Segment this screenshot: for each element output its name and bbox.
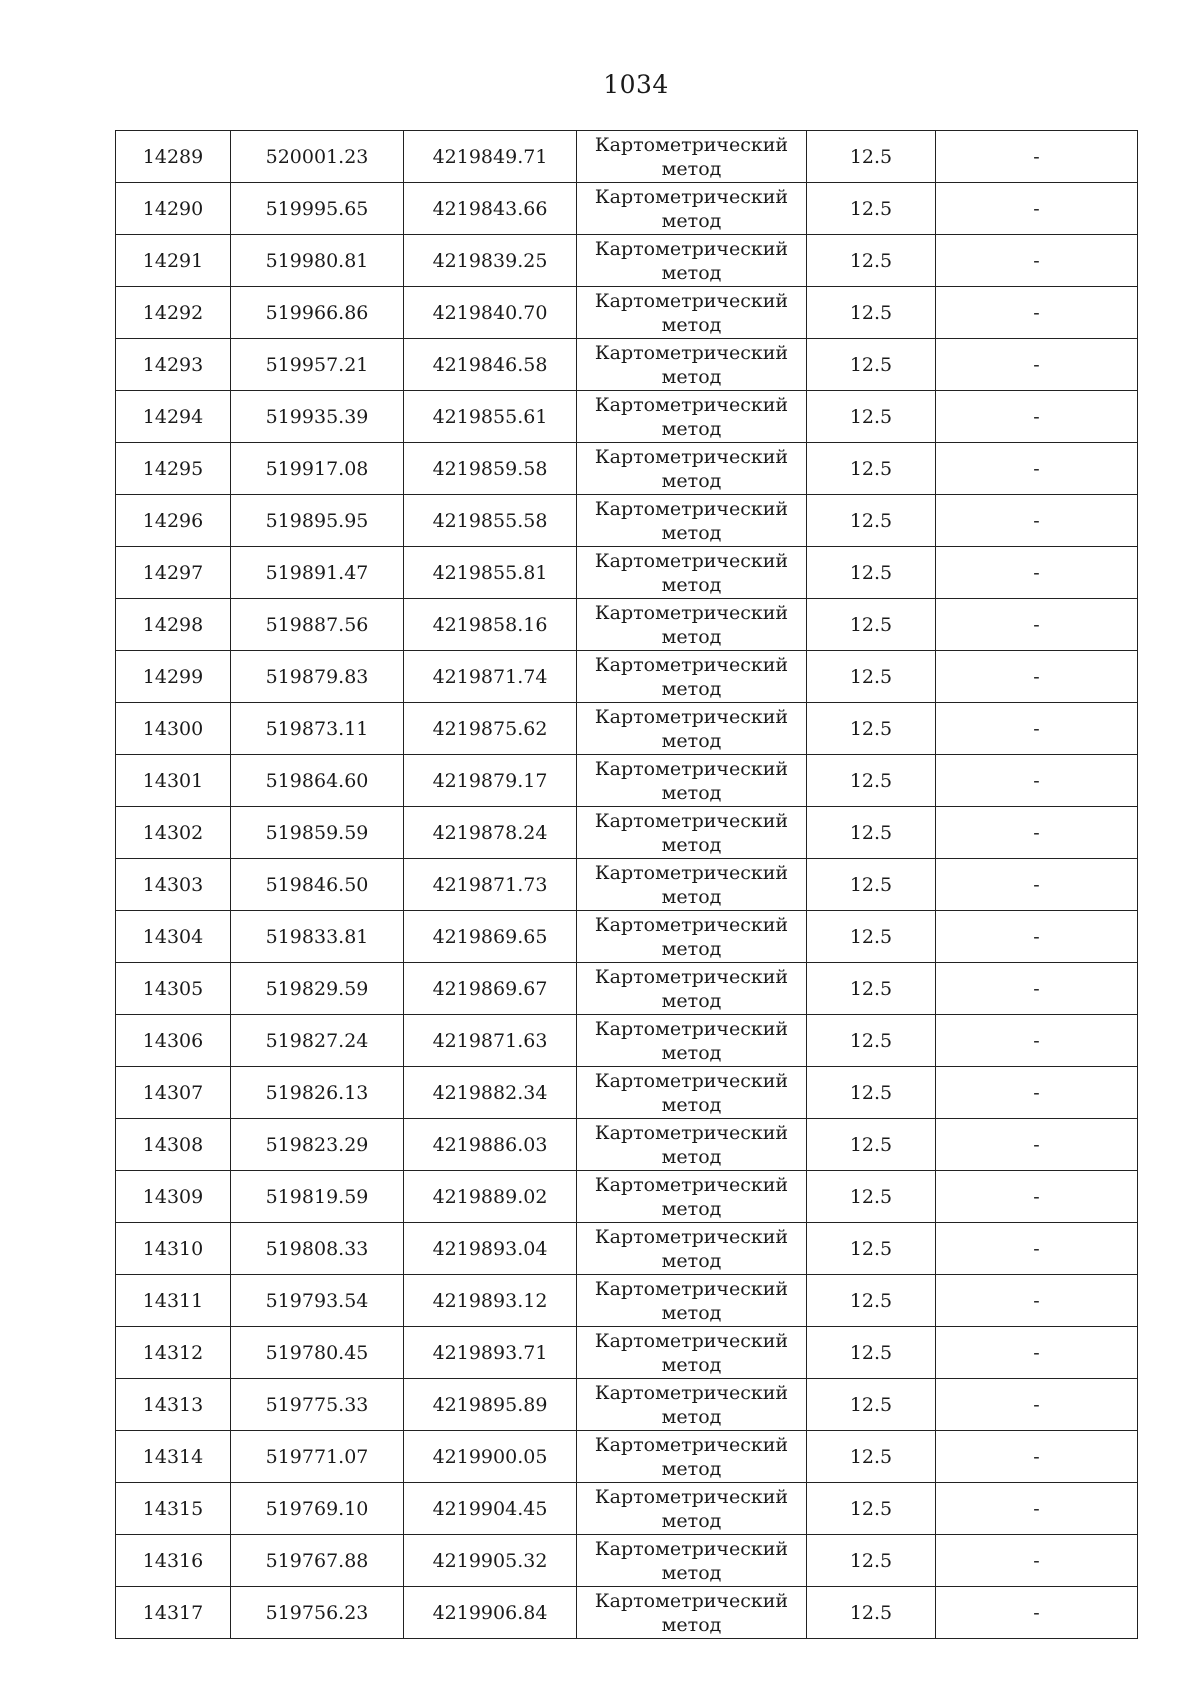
method-line-2: метод [661, 1405, 722, 1428]
point-number-cell: 14314 [116, 1431, 231, 1483]
point-number-cell: 14304 [116, 911, 231, 963]
point-number-cell: 14309 [116, 1171, 231, 1223]
description-cell: - [936, 131, 1138, 183]
y-coordinate-cell: 4219855.81 [404, 547, 577, 599]
x-coordinate-cell: 519808.33 [231, 1223, 404, 1275]
method-line-1: Картометрический [594, 289, 789, 312]
description-cell: - [936, 651, 1138, 703]
method-line-1: Картометрический [594, 133, 789, 156]
accuracy-cell: 12.5 [807, 1587, 936, 1639]
method-cell [577, 1379, 807, 1431]
x-coordinate-cell: 519767.88 [231, 1535, 404, 1587]
y-coordinate-cell: 4219859.58 [404, 443, 577, 495]
method-line-2: метод [661, 1249, 722, 1272]
point-number-cell: 14312 [116, 1327, 231, 1379]
accuracy-cell: 12.5 [807, 443, 936, 495]
method-line-1: Картометрический [594, 1277, 789, 1300]
y-coordinate-cell: 4219869.65 [404, 911, 577, 963]
description-cell: - [936, 443, 1138, 495]
x-coordinate-cell: 519827.24 [231, 1015, 404, 1067]
method-line-1: Картометрический [594, 445, 789, 468]
table-row [116, 599, 1138, 651]
x-coordinate-cell: 519895.95 [231, 495, 404, 547]
method-cell [577, 755, 807, 807]
y-coordinate-cell: 4219871.73 [404, 859, 577, 911]
x-coordinate-cell: 519846.50 [231, 859, 404, 911]
method-cell [577, 287, 807, 339]
point-number-cell: 14300 [116, 703, 231, 755]
accuracy-cell: 12.5 [807, 599, 936, 651]
x-coordinate-cell: 520001.23 [231, 131, 404, 183]
accuracy-cell: 12.5 [807, 1327, 936, 1379]
x-coordinate-cell: 519887.56 [231, 599, 404, 651]
x-coordinate-cell: 519826.13 [231, 1067, 404, 1119]
point-number-cell: 14290 [116, 183, 231, 235]
accuracy-cell: 12.5 [807, 235, 936, 287]
y-coordinate-cell: 4219900.05 [404, 1431, 577, 1483]
description-cell: - [936, 755, 1138, 807]
coordinates-table [115, 130, 1138, 1639]
method-cell [577, 495, 807, 547]
accuracy-cell: 12.5 [807, 495, 936, 547]
point-number-cell: 14315 [116, 1483, 231, 1535]
method-line-1: Картометрический [594, 1589, 789, 1612]
method-line-2: метод [661, 1509, 722, 1532]
method-line-1: Картометрический [594, 1173, 789, 1196]
accuracy-cell: 12.5 [807, 1379, 936, 1431]
method-cell [577, 1327, 807, 1379]
x-coordinate-cell: 519780.45 [231, 1327, 404, 1379]
table-row [116, 287, 1138, 339]
description-cell: - [936, 495, 1138, 547]
accuracy-cell: 12.5 [807, 287, 936, 339]
method-line-1: Картометрический [594, 757, 789, 780]
description-cell: - [936, 1379, 1138, 1431]
method-cell [577, 1119, 807, 1171]
method-line-1: Картометрический [594, 705, 789, 728]
table-row [116, 547, 1138, 599]
x-coordinate-cell: 519935.39 [231, 391, 404, 443]
method-line-2: метод [661, 1301, 722, 1324]
point-number-cell: 14311 [116, 1275, 231, 1327]
description-cell: - [936, 339, 1138, 391]
description-cell: - [936, 703, 1138, 755]
description-cell: - [936, 1119, 1138, 1171]
x-coordinate-cell: 519819.59 [231, 1171, 404, 1223]
method-line-1: Картометрический [594, 1329, 789, 1352]
table-row [116, 1119, 1138, 1171]
x-coordinate-cell: 519771.07 [231, 1431, 404, 1483]
description-cell: - [936, 963, 1138, 1015]
method-cell [577, 1535, 807, 1587]
point-number-cell: 14291 [116, 235, 231, 287]
accuracy-cell: 12.5 [807, 1535, 936, 1587]
description-cell: - [936, 287, 1138, 339]
method-cell [577, 1431, 807, 1483]
method-cell [577, 443, 807, 495]
description-cell: - [936, 1275, 1138, 1327]
method-line-1: Картометрический [594, 1537, 789, 1560]
point-number-cell: 14292 [116, 287, 231, 339]
x-coordinate-cell: 519775.33 [231, 1379, 404, 1431]
y-coordinate-cell: 4219858.16 [404, 599, 577, 651]
table-row [116, 1379, 1138, 1431]
x-coordinate-cell: 519995.65 [231, 183, 404, 235]
y-coordinate-cell: 4219906.84 [404, 1587, 577, 1639]
table-row [116, 235, 1138, 287]
y-coordinate-cell: 4219893.71 [404, 1327, 577, 1379]
table-row [116, 183, 1138, 235]
x-coordinate-cell: 519917.08 [231, 443, 404, 495]
method-line-1: Картометрический [594, 393, 789, 416]
table-row [116, 859, 1138, 911]
method-line-2: метод [661, 1197, 722, 1220]
x-coordinate-cell: 519957.21 [231, 339, 404, 391]
method-cell [577, 703, 807, 755]
y-coordinate-cell: 4219893.12 [404, 1275, 577, 1327]
method-cell [577, 235, 807, 287]
method-line-1: Картометрический [594, 1381, 789, 1404]
method-line-1: Картометрический [594, 913, 789, 936]
method-cell [577, 547, 807, 599]
method-line-1: Картометрический [594, 653, 789, 676]
y-coordinate-cell: 4219855.58 [404, 495, 577, 547]
accuracy-cell: 12.5 [807, 911, 936, 963]
method-line-2: метод [661, 885, 722, 908]
point-number-cell: 14316 [116, 1535, 231, 1587]
table-row [116, 1483, 1138, 1535]
y-coordinate-cell: 4219840.70 [404, 287, 577, 339]
method-cell [577, 1067, 807, 1119]
method-line-2: метод [661, 1457, 722, 1480]
y-coordinate-cell: 4219889.02 [404, 1171, 577, 1223]
accuracy-cell: 12.5 [807, 1119, 936, 1171]
method-cell [577, 1275, 807, 1327]
x-coordinate-cell: 519864.60 [231, 755, 404, 807]
description-cell: - [936, 1327, 1138, 1379]
accuracy-cell: 12.5 [807, 1067, 936, 1119]
table-row [116, 131, 1138, 183]
point-number-cell: 14289 [116, 131, 231, 183]
method-line-2: метод [661, 1145, 722, 1168]
table-row [116, 963, 1138, 1015]
method-line-1: Картометрический [594, 861, 789, 884]
description-cell: - [936, 1223, 1138, 1275]
method-line-1: Картометрический [594, 341, 789, 364]
point-number-cell: 14294 [116, 391, 231, 443]
y-coordinate-cell: 4219882.34 [404, 1067, 577, 1119]
accuracy-cell: 12.5 [807, 391, 936, 443]
method-line-1: Картометрический [594, 1225, 789, 1248]
method-line-1: Картометрический [594, 237, 789, 260]
method-cell [577, 807, 807, 859]
method-line-2: метод [661, 1041, 722, 1064]
method-cell [577, 1015, 807, 1067]
accuracy-cell: 12.5 [807, 1431, 936, 1483]
method-line-1: Картометрический [594, 549, 789, 572]
method-line-1: Картометрический [594, 185, 789, 208]
x-coordinate-cell: 519859.59 [231, 807, 404, 859]
description-cell: - [936, 859, 1138, 911]
y-coordinate-cell: 4219846.58 [404, 339, 577, 391]
y-coordinate-cell: 4219839.25 [404, 235, 577, 287]
method-line-1: Картометрический [594, 1069, 789, 1092]
y-coordinate-cell: 4219879.17 [404, 755, 577, 807]
method-line-2: метод [661, 729, 722, 752]
table-row [116, 1431, 1138, 1483]
method-line-2: метод [661, 1093, 722, 1116]
description-cell: - [936, 1535, 1138, 1587]
x-coordinate-cell: 519980.81 [231, 235, 404, 287]
table-row [116, 703, 1138, 755]
point-number-cell: 14301 [116, 755, 231, 807]
point-number-cell: 14297 [116, 547, 231, 599]
method-cell [577, 963, 807, 1015]
method-cell [577, 1171, 807, 1223]
method-line-2: метод [661, 781, 722, 804]
accuracy-cell: 12.5 [807, 547, 936, 599]
accuracy-cell: 12.5 [807, 703, 936, 755]
method-line-1: Картометрический [594, 1485, 789, 1508]
method-line-1: Картометрический [594, 497, 789, 520]
point-number-cell: 14303 [116, 859, 231, 911]
x-coordinate-cell: 519823.29 [231, 1119, 404, 1171]
point-number-cell: 14295 [116, 443, 231, 495]
method-line-1: Картометрический [594, 965, 789, 988]
method-line-2: метод [661, 261, 722, 284]
point-number-cell: 14305 [116, 963, 231, 1015]
description-cell: - [936, 391, 1138, 443]
y-coordinate-cell: 4219905.32 [404, 1535, 577, 1587]
table-row [116, 1015, 1138, 1067]
table-row [116, 651, 1138, 703]
accuracy-cell: 12.5 [807, 339, 936, 391]
method-line-1: Картометрический [594, 809, 789, 832]
x-coordinate-cell: 519879.83 [231, 651, 404, 703]
method-line-1: Картометрический [594, 1121, 789, 1144]
description-cell: - [936, 1067, 1138, 1119]
accuracy-cell: 12.5 [807, 1223, 936, 1275]
description-cell: - [936, 1431, 1138, 1483]
description-cell: - [936, 547, 1138, 599]
y-coordinate-cell: 4219875.62 [404, 703, 577, 755]
table-row [116, 495, 1138, 547]
x-coordinate-cell: 519793.54 [231, 1275, 404, 1327]
y-coordinate-cell: 4219871.63 [404, 1015, 577, 1067]
table-row [116, 1535, 1138, 1587]
method-cell [577, 1223, 807, 1275]
method-line-2: метод [661, 209, 722, 232]
table-row [116, 391, 1138, 443]
table-row [116, 1067, 1138, 1119]
point-number-cell: 14313 [116, 1379, 231, 1431]
x-coordinate-cell: 519756.23 [231, 1587, 404, 1639]
table-row [116, 1587, 1138, 1639]
accuracy-cell: 12.5 [807, 755, 936, 807]
point-number-cell: 14299 [116, 651, 231, 703]
accuracy-cell: 12.5 [807, 1275, 936, 1327]
point-number-cell: 14298 [116, 599, 231, 651]
point-number-cell: 14307 [116, 1067, 231, 1119]
method-cell [577, 859, 807, 911]
method-line-2: метод [661, 157, 722, 180]
x-coordinate-cell: 519769.10 [231, 1483, 404, 1535]
point-number-cell: 14293 [116, 339, 231, 391]
y-coordinate-cell: 4219849.71 [404, 131, 577, 183]
method-line-2: метод [661, 417, 722, 440]
description-cell: - [936, 1015, 1138, 1067]
page-number: 1034 [603, 70, 669, 99]
point-number-cell: 14317 [116, 1587, 231, 1639]
y-coordinate-cell: 4219904.45 [404, 1483, 577, 1535]
accuracy-cell: 12.5 [807, 1171, 936, 1223]
method-cell [577, 651, 807, 703]
accuracy-cell: 12.5 [807, 1015, 936, 1067]
description-cell: - [936, 1483, 1138, 1535]
table-row [116, 1223, 1138, 1275]
method-line-2: метод [661, 1613, 722, 1636]
description-cell: - [936, 183, 1138, 235]
table-row [116, 755, 1138, 807]
accuracy-cell: 12.5 [807, 651, 936, 703]
method-cell [577, 183, 807, 235]
point-number-cell: 14310 [116, 1223, 231, 1275]
method-line-2: метод [661, 521, 722, 544]
y-coordinate-cell: 4219869.67 [404, 963, 577, 1015]
description-cell: - [936, 911, 1138, 963]
y-coordinate-cell: 4219878.24 [404, 807, 577, 859]
accuracy-cell: 12.5 [807, 963, 936, 1015]
accuracy-cell: 12.5 [807, 1483, 936, 1535]
method-line-1: Картометрический [594, 1433, 789, 1456]
point-number-cell: 14306 [116, 1015, 231, 1067]
accuracy-cell: 12.5 [807, 807, 936, 859]
method-line-2: метод [661, 573, 722, 596]
method-cell [577, 599, 807, 651]
method-cell [577, 1483, 807, 1535]
method-cell [577, 339, 807, 391]
table-row [116, 443, 1138, 495]
method-cell [577, 131, 807, 183]
accuracy-cell: 12.5 [807, 183, 936, 235]
method-line-2: метод [661, 677, 722, 700]
method-line-2: метод [661, 1561, 722, 1584]
x-coordinate-cell: 519966.86 [231, 287, 404, 339]
point-number-cell: 14302 [116, 807, 231, 859]
x-coordinate-cell: 519891.47 [231, 547, 404, 599]
point-number-cell: 14308 [116, 1119, 231, 1171]
accuracy-cell: 12.5 [807, 859, 936, 911]
description-cell: - [936, 235, 1138, 287]
x-coordinate-cell: 519833.81 [231, 911, 404, 963]
y-coordinate-cell: 4219886.03 [404, 1119, 577, 1171]
y-coordinate-cell: 4219895.89 [404, 1379, 577, 1431]
table-row [116, 1275, 1138, 1327]
method-cell [577, 911, 807, 963]
description-cell: - [936, 1171, 1138, 1223]
table-row [116, 339, 1138, 391]
method-cell [577, 1587, 807, 1639]
y-coordinate-cell: 4219893.04 [404, 1223, 577, 1275]
description-cell: - [936, 1587, 1138, 1639]
y-coordinate-cell: 4219843.66 [404, 183, 577, 235]
point-number-cell: 14296 [116, 495, 231, 547]
method-line-2: метод [661, 625, 722, 648]
coordinates-table-body [116, 131, 1138, 1639]
method-cell [577, 391, 807, 443]
y-coordinate-cell: 4219871.74 [404, 651, 577, 703]
method-line-1: Картометрический [594, 1017, 789, 1040]
method-line-2: метод [661, 365, 722, 388]
x-coordinate-cell: 519873.11 [231, 703, 404, 755]
method-line-1: Картометрический [594, 601, 789, 624]
table-row [116, 1171, 1138, 1223]
table-row [116, 911, 1138, 963]
description-cell: - [936, 807, 1138, 859]
method-line-2: метод [661, 937, 722, 960]
method-line-2: метод [661, 833, 722, 856]
method-line-2: метод [661, 469, 722, 492]
accuracy-cell: 12.5 [807, 131, 936, 183]
method-line-2: метод [661, 313, 722, 336]
y-coordinate-cell: 4219855.61 [404, 391, 577, 443]
table-row [116, 1327, 1138, 1379]
description-cell: - [936, 599, 1138, 651]
x-coordinate-cell: 519829.59 [231, 963, 404, 1015]
table-row [116, 807, 1138, 859]
method-line-2: метод [661, 989, 722, 1012]
method-line-2: метод [661, 1353, 722, 1376]
